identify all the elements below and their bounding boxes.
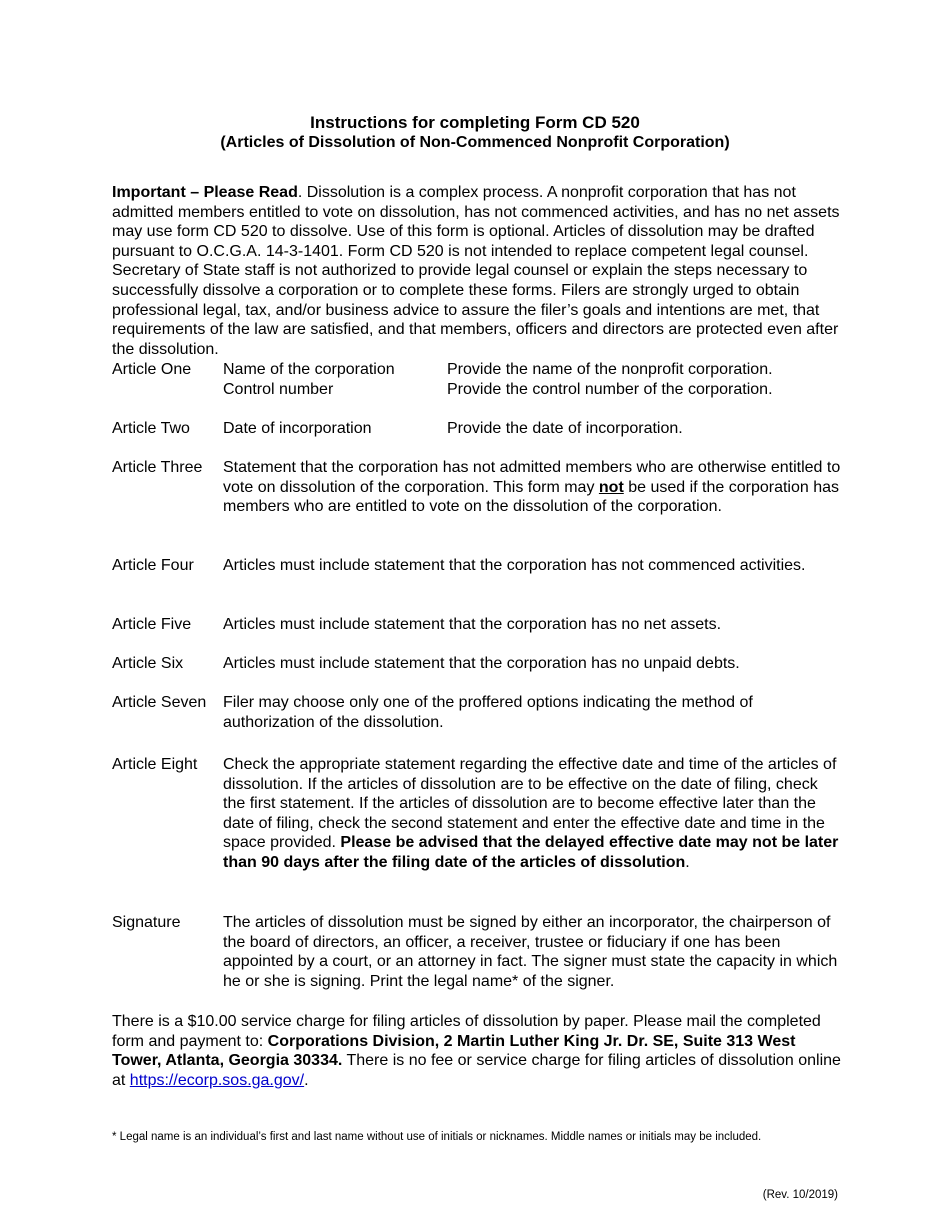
article-text: The articles of dissolution must be signed by either an incorporator, the chairperson of the board of directors, an officer, a receiver, trustee or fiduciary if one has been appointed by a court, or an attorney in fact. The signer must state the capacity in which he or she is signing. Print the legal name* of the signer.: [223, 914, 838, 990]
article-label: Signature: [112, 914, 181, 931]
article-label: Article Five: [112, 616, 192, 633]
article-text: Articles must include statement that the corporation has no net assets.: [223, 616, 722, 633]
emphasis-not: not: [598, 478, 624, 496]
article-label: Article Four: [112, 557, 194, 574]
mailing-address: Corporations Division, 2 Martin Luther King Jr. Dr. SE, Suite 313 West Tower, Atlanta, Georgia 30334.: [112, 1032, 796, 1070]
fee-paragraph: There is a $10.00 service charge for filing articles of dissolution by paper. Please mail the completed form and payment to: Corporations Division, 2 Martin Luther King Jr. Dr. SE, Suite 313 West Tower, Atlanta, Georgia 30334. There is no fee or service charge for filing articles of dissolution online at https://ecorp.sos.ga.gov/.: [112, 1013, 841, 1089]
article-label: Article Six: [112, 655, 184, 672]
document-title: Instructions for completing Form CD 520: [310, 113, 640, 132]
article-eight: [112, 755, 844, 873]
article-label: Article Three: [112, 459, 203, 476]
footnote: * Legal name is an individual’s first and last name without use of initials or nicknames. Middle names or initials may be included.: [112, 1131, 762, 1143]
article-one: [112, 360, 844, 399]
revision-date: (Rev. 10/2019): [762, 1189, 838, 1201]
article-label: Article Two: [112, 420, 190, 437]
article-six: [112, 654, 844, 674]
document-subtitle: (Articles of Dissolution of Non-Commenced Nonprofit Corporation): [220, 134, 730, 151]
ecorp-link[interactable]: https://ecorp.sos.ga.gov/: [129, 1071, 305, 1089]
signature-section: [112, 913, 844, 991]
field-name: Name of the corporation: [223, 361, 395, 378]
article-label: Article One: [112, 361, 192, 378]
intro-bold: Important – Please Read: [112, 184, 298, 201]
article-four: [112, 556, 844, 576]
article-text: Check the appropriate statement regarding the effective date and time of the articles of dissolution. If the articles of dissolution are to be effective on the date of filing, check the first statement. If the articles of dissolution are to become effective later than the date of filing, check the second statement and enter the effective date and time in the space provided. Please be advised that the delayed effective date may not be later than 90 days after the filing date of the articles of dissolution.: [223, 756, 839, 871]
field-name: Date of incorporation: [223, 420, 372, 437]
article-seven: [112, 693, 844, 732]
delayed-date-warning: Please be advised that the delayed effective date may not be later than 90 days after the filing date of the articles of dissolution: [223, 834, 839, 871]
article-label: Article Seven: [112, 694, 207, 711]
field-name: Control number: [223, 380, 334, 398]
field-desc: Provide the name of the nonprofit corporation.: [447, 361, 773, 378]
article-two: [112, 419, 844, 439]
field-desc: Provide the date of incorporation.: [447, 420, 683, 437]
field-desc: Provide the control number of the corporation.: [447, 380, 773, 398]
article-five: [112, 615, 844, 635]
article-text: Articles must include statement that the corporation has no unpaid debts.: [223, 655, 740, 672]
article-text: Statement that the corporation has not admitted members who are otherwise entitled to vote on dissolution of the corporation. This form may not be used if the corporation has members who are entitled to vote on the dissolution of the corporation.: [223, 459, 841, 516]
article-label: Article Eight: [112, 756, 198, 773]
intro-text: . Dissolution is a complex process. A nonprofit corporation that has not admitted members entitled to vote on dissolution, has not commenced activities, and has no net assets may use form CD 520 to dissolve. Use of this form is optional. Articles of dissolution may be drafted pursuant to O.C.G.A. 14-3-1401. Form CD 520 is not intended to replace competent legal counsel. Secretary of State staff is not authorized to provide legal counsel or explain the steps necessary to successfully dissolve a corporation or to complete these forms. Filers are strongly urged to obtain professional legal, tax, and/or business advice to assure the filer’s goals and intentions are met, that requirements of the law are satisfied, and that members, officers and directors are protected even after the dissolution.: [112, 184, 840, 358]
article-text: Articles must include statement that the corporation has not commenced activities.: [223, 557, 806, 574]
article-text: Filer may choose only one of the proffered options indicating the method of authorization of the dissolution.: [223, 694, 753, 731]
article-three: [112, 458, 844, 517]
intro-paragraph: [112, 183, 842, 359]
